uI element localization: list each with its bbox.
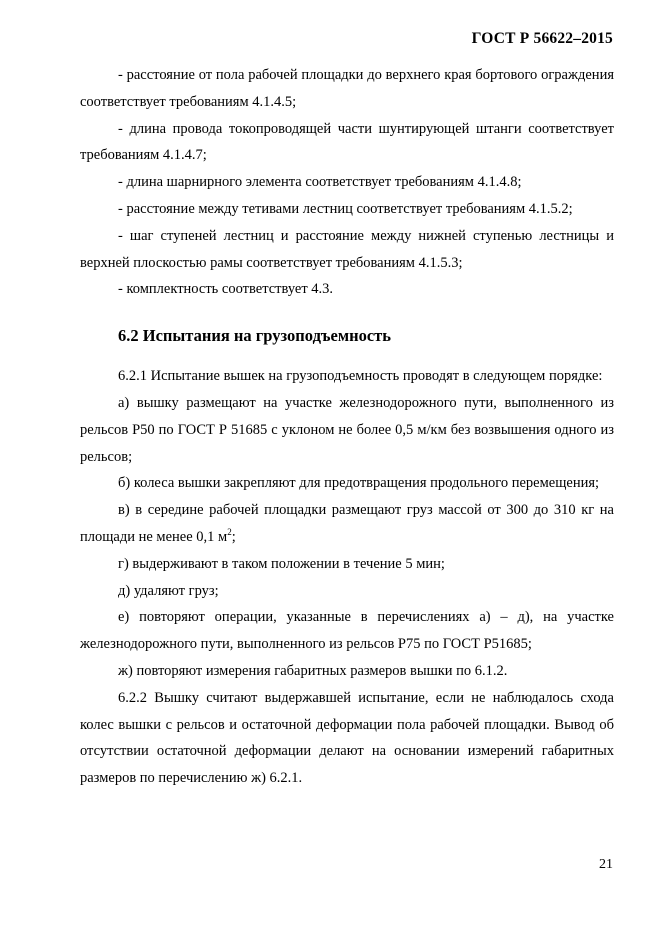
section-heading: 6.2 Испытания на грузоподъемность [118, 326, 392, 346]
page-number: 21 [599, 857, 613, 872]
list-item: - расстояние между тетивами лестниц соответствует требованиям 4.1.5.2; [118, 200, 573, 217]
step-b: б) колеса вышки закрепляют для предотвращения продольного перемещения; [118, 475, 600, 492]
list-item: - шаг ступеней лестниц и расстояние между нижней ступенью лестницы и верхней плоскостью рамы соответствует требованиям 4.1.5.3; [80, 227, 614, 271]
step-zh: ж) повторяют измерения габаритных размеров вышки по 6.1.2. [118, 662, 508, 679]
list-item: - комплектность соответствует 4.3. [118, 281, 334, 298]
list-item: - длина шарнирного элемента соответствует требованиям 4.1.4.8; [118, 174, 522, 191]
step-g: г) выдерживают в таком положении в течение 5 мин; [118, 555, 445, 572]
paragraph-6-2-2: 6.2.2 Вышку считают выдержавшей испытание, если не наблюдалось схода колес вышки с рельсов и остаточной деформации пола рабочей площадки. Вывод об отсутствии остаточной деформации делают на основании измерений габаритных размеров по перечислению ж) 6.2.1. [80, 689, 614, 787]
step-a: а) вышку размещают на участке железнодорожного пути, выполненного из рельсов Р50 по ГОСТ Р 51685 с уклоном не более 0,5 м/км без возвышения одного из рельсов; [80, 394, 614, 465]
list-item: - длина провода токопроводящей части шунтирующей штанги соответствует требованиям 4.1.4.7; [80, 120, 614, 164]
superscript-2: 2 [227, 527, 232, 538]
page-content [80, 62, 614, 792]
step-v [80, 497, 614, 551]
step-e: е) повторяют операции, указанные в перечислениях а) – д), на участке железнодорожного пути, выполненного из рельсов Р75 по ГОСТ Р51685; [80, 609, 614, 653]
step-v-end: ; [231, 528, 236, 545]
step-d: д) удаляют груз; [118, 582, 219, 599]
list-item: - расстояние от пола рабочей площадки до верхнего края бортового ограждения соответствует требованиям 4.1.4.5; [80, 67, 614, 110]
step-v-text: в) в середине рабочей площадки размещают груз массой от 300 до 310 кг на площади не менее 0,1 м [80, 502, 614, 545]
document-code-header: ГОСТ Р 56622–2015 [471, 30, 613, 47]
paragraph-6-2-1: 6.2.1 Испытание вышек на грузоподъемность проводят в следующем порядке: [118, 368, 603, 385]
